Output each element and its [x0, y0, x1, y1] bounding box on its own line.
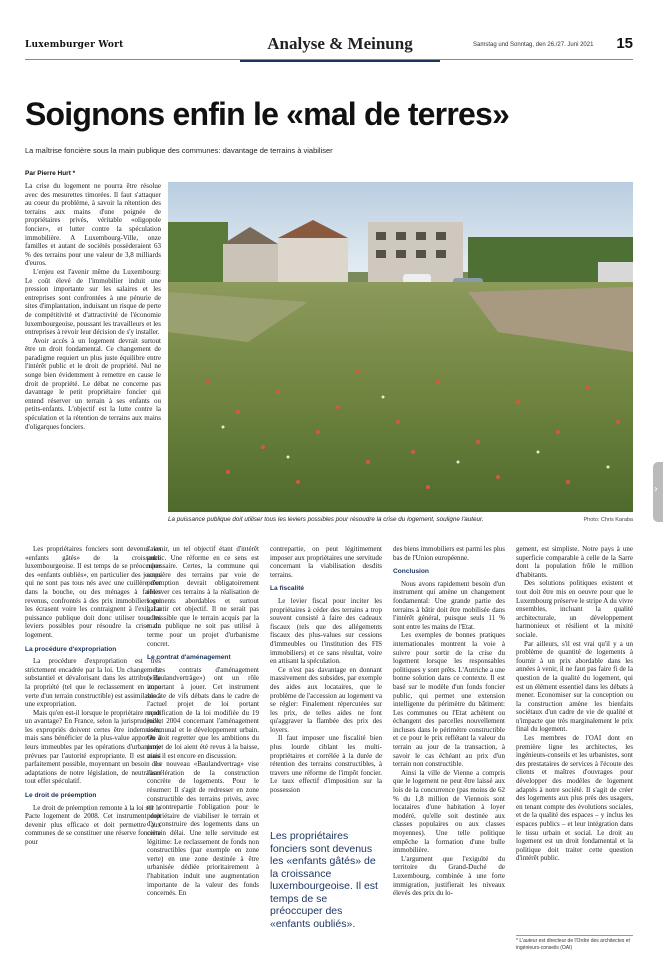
body-paragraph: Par ailleurs, s'il est vrai qu'il y a un problème de quantité de logements à fournir à un prix abordable dans les années à venir, il ne faut pas faire fi de la question de la qualité du logement, qui est un élément essentiel dans les débats à mener. Economiser sur la conception ou la construction amène les bienfaits sociétaux d'un cadre de vie de qualité et n'impacte que très marginalement le prix final du logement.: [516, 639, 633, 734]
next-page-tab[interactable]: [653, 462, 663, 522]
body-paragraph: Il faut imposer une fiscalité bien plus lourde ciblant les multi-propriétaires et corrélée à la durée de rétention des terrains constructibles, à travers une réforme de l'impôt foncier. Le taux effectif d'imposition sur la possession: [270, 734, 382, 795]
body-paragraph: Nous avons rapidement besoin d'un instrument qui amène un changement fondamental: Une grande partie des terrains à bâtir doit être mobilisée dans l'intérêt général, puisque seuls 11 % sont entre les mains de l'Etat.: [393, 579, 505, 631]
body-column-1: [25, 545, 161, 847]
lead-paragraph: L'enjeu est l'avenir même du Luxembourg: Le coût élevé de l'immobilier induit une pression importante sur les salaires et les entreprises sont confrontées à une pénurie de sites d'implantation, induisant un risque de perte de compétitivité et d'attractivité de l'économie luxembourgeoise, poussant les travailleurs et les entreprises à revoir leur décision de s'y installer.: [25, 267, 161, 337]
body-column-4: [393, 545, 505, 898]
photo-credit: Photo: Chris Karaba: [583, 517, 633, 523]
author-footnote: * L'auteur est directeur de l'Ordre des architectes et ingénieurs-conseils (OAI): [516, 935, 633, 951]
lead-column: [25, 182, 161, 431]
body-paragraph: L'argument que l'exiguïté du territoire du Grand-Duché de Luxembourg, combinée à une forte immigration, justifierait les niveaux élevés des prix du lo-: [393, 854, 505, 898]
body-paragraph: Mais qu'en est-il lorsque le propriétaire reçoit un avantage? En France, selon la jurisprudence, les expropriés doivent certes être indemnisés, mais sans bénéficier de la plus-value apportée à leurs immeubles par les opérations d'urbanisme prévues par l'autorité expropriante. Il est ainsi parfaitement possible, moyennant un besoin des adaptations de notre législation, de neutraliser tout effet spéculatif.: [25, 708, 161, 786]
page-number: 15: [616, 35, 633, 52]
lead-paragraph: La crise du logement ne pourra être résolue avec des mesurettes timorées. Il faut s'attaquer au coeur du problème, à savoir la rétention des terrains aux mains d'une poignée de propriétaires privés, véritable «oligopole foncier», et lutter contre la spéculation immobilière. A Luxembourg-Ville, onze familles et autant de sociétés possèderaient 63 % des terrains pour une valeur de 3,8 milliards d'euros.: [25, 182, 161, 268]
body-column-2: [147, 545, 259, 898]
body-paragraph: La procédure d'expropriation est très strictement encadrée par la loi. Un changement substantiel et dévalorisant dans les attributs de la propriété (tel que le reclassement en zone verte d'un terrain constructible) est assimilable à une expropriation.: [25, 657, 161, 709]
subheading-expropriation: La procédure d'expropriation: [25, 645, 117, 653]
article-photo: [168, 182, 633, 512]
body-paragraph: Les contrats d'aménagement («Baulandverträge») ont un rôle important à jouer. Cet instrument suscite de vifs débats dans le cadre de l'actuel projet de loi portant modification de la loi modifiée du 19 juillet 2004 concernant l'aménagement communal et le développement urbain. On doit regretter que les ambitions du projet de loi aient été revus à la baisse, mais il est encore en discussion.: [147, 665, 259, 760]
subheading-fiscalite: La fiscalité: [270, 585, 305, 593]
masthead-divider: [25, 59, 633, 60]
body-paragraph: contrepartie, on peut légitimement imposer aux propriétaires une servitude concernant la viabilisation desdits terrains.: [270, 545, 382, 579]
subheading-amenagement: Le contrat d'aménagement: [147, 654, 231, 662]
construction-site-image: [168, 182, 633, 512]
body-paragraph: Les exemples de bonnes pratiques internationales montrent la voie à suivre pour sortir de la crise du logement lorsque les responsables politiques y sont prêts. L'Autriche a une bonne solution dans ce contexte. Il est basé sur le modèle d'un fonds foncier public, qui permet une extension intelligente du périmètre du bâtiment: Les communes ou l'Etat achètent ou échangent des parcelles nouvellement incluses dans le périmètre constructible et ce pour le prix reflétant la valeur du terrain au jour de la transaction, à savoir le cas échéant au prix d'un terrain non constructible.: [393, 631, 505, 769]
pull-quote: Les propriétaires fonciers sont devenus les «enfants gâtés» de la croissance luxembourgeoise. Il est temps de se préoccuper des «enfants oubliés».: [270, 830, 378, 930]
body-column-3: [270, 545, 382, 795]
masthead: [25, 34, 633, 58]
photo-caption: La puissance publique doit utiliser tous les leviers possibles pour résoudre la crise du logement, souligne l'auteur.: [168, 516, 484, 523]
lead-paragraph: Avoir accès à un logement devrait surtout être un droit fondamental. Ce changement de paradigme requiert un plus juste équilibre entre l'intérêt public et le droit de propriété. Nul ne songe bien évidemment à remettre en cause le droit de propriété. Le débat ne concerne pas davantage le petit propriétaire foncier qui entend réserver un terrain à ses enfants ou petits-enfants. L'objectif est la lutte contre la spéculation et la rétention de terrains aux mains d'oligarques fonciers.: [25, 336, 161, 431]
body-column-5: [516, 545, 633, 863]
article-subhead: La maîtrise foncière sous la main publique des communes: davantage de terrains à viabiliser: [25, 146, 333, 155]
subheading-conclusion: Conclusion: [393, 568, 429, 576]
body-paragraph: Des solutions politiques existent et tout doit être mis en oeuvre pour que le Luxembourg préserve le stripe A du vivre ensembles, incluant la qualité architecturale, un développement harmonieux et résilient et la mixité sociale.: [516, 579, 633, 639]
body-paragraph: Les propriétaires fonciers sont devenus les «enfants gâtés» de la croissance luxembourgeoise. Il est temps de se préoccuper des «enfants oubliés», en particulier des jeunes qui ne sont pas tous nés avec une cuillère d'or dans la bouche, ou des ménages à faibles revenus, confrontés à des prix immobiliers qui les écrasent voire les contraignent à l'exil. La puissance publique doit donc utiliser tous les leviers possibles pour résoudre la crise du logement.: [25, 545, 161, 639]
body-paragraph: Le levier fiscal pour inciter les propriétaires à céder des terrains a trop souvent consisté à faire des cadeaux fiscaux (tels que des allégements fiscaux des plus-values sur cessions d'immeubles ou l'institution des FIS immobiliers) et ce sans résultat, voire en attisant la spéculation.: [270, 596, 382, 666]
subheading-preemption: Le droit de préemption: [25, 792, 97, 800]
chevron-right-icon: ›: [654, 484, 658, 495]
body-paragraph: Les membres de l'OAI dont en première ligne les architectes, les ingénieurs-conseils et les urbanistes, sont des prestataires de services à l'écoute des clients et maîtres d'ouvrages pour développer des modèles de logement adaptés à notre société. Il s'agit de créer des logements aux plus près des usagers, en tenant compte des évolutions sociales, et de la qualité des espaces – y inclus les espaces publics – et leur intégration dans le tissu urbain et social. Le droit au logement est un droit fondamental et la politique doit traiter cette question d'intérêt public.: [516, 734, 633, 863]
newspaper-logo: Luxemburger Wort: [25, 40, 124, 50]
body-paragraph: Ainsi la ville de Vienne a compris que le logement ne peut être laissé aux lois de la concurrence (pas moins de 62 % du 1,8 million de Viennois sont locataires d'une habitation à loyer modéré, qu'elle soit destinée aux classes populaires ou aux classes moyennes). Une telle politique empêche la formation d'une bulle immobilière.: [393, 768, 505, 855]
body-paragraph: Le droit de préemption remonte à la loi sur le Pacte logement de 2008. Cet instrument doit devenir plus efficace et doit permettre aux communes de se constituer une réserve foncière pour: [25, 803, 161, 846]
article-headline: Soignons enfin le «mal de terres»: [25, 96, 509, 132]
issue-date: Samstag und Sonntag, den 26./27. Juni 2021: [473, 42, 594, 48]
body-paragraph: des biens immobiliers est parmi les plus bas de l'Union européenne.: [393, 545, 505, 562]
article-byline: Par Pierre Hurt *: [25, 170, 76, 177]
body-paragraph: gement, est simpliste. Notre pays à une superficie comparable à celle de la Sarre dont la population frôle le million d'habitants.: [516, 545, 633, 579]
body-paragraph: l'avenir, un tel objectif étant d'intérêt public. Une réforme en ce sens est nécessaire. Certes, la commune qui acquière des terrains par voie de préemption devrait obligatoirement réserver ces terrains à la réalisation de logements abordables et surtout garantir cet objectif. Il ne serait pas admissible que le terrain acquis par la main publique ne soit pas utilisé à terme pour un projet d'urbanisme concret.: [147, 545, 259, 648]
section-title: Analyse & Meinung: [267, 34, 413, 53]
body-paragraph: Ce n'est pas davantage en donnant massivement des subsides, par exemple des aides aux locataires, que le problème de l'accession au logement va se régler: Finalement répercutées sur les prix, de telles aides ne font qu'aggraver la flambée des prix des loyers.: [270, 665, 382, 734]
body-paragraph: Le nouveau «Baulandvertrag» vise l'accélération de la construction concrète de logements. Pour le résumer: Il s'agit de redresser en zone constructible des terrains privés, avec en contrepartie l'obligation pour le propriétaire de viabiliser le terrain et d'y construire des logements dans un certain délai. Une telle servitude est légitime: Le reclassement de fonds non constructibles (par exemple en zone verte) en une zone destinée à être urbanisée dédiée prioritairement à l'habitation induit une augmentation importante de la valeur des fonds concernés. En: [147, 760, 259, 898]
